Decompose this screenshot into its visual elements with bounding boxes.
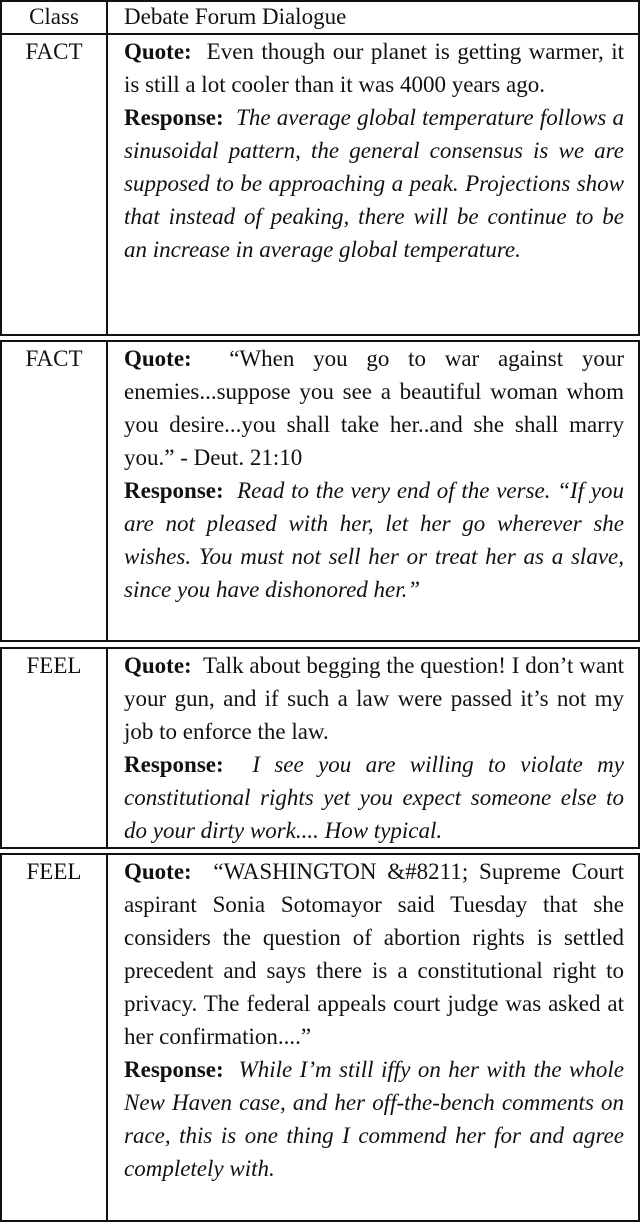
quote-label: Quote: (124, 653, 192, 678)
class-cell: FEEL (26, 653, 82, 678)
table-row (0, 340, 640, 642)
table-row (0, 647, 640, 849)
quote-paragraph (124, 35, 624, 101)
dialogue-cell (124, 649, 624, 847)
table-row (0, 853, 640, 1222)
dialogue-cell (124, 35, 624, 266)
class-cell: FACT (25, 39, 83, 64)
quote-paragraph (124, 649, 624, 748)
response-label: Response: (124, 105, 224, 130)
response-text: I see you are willing to violate my constitutional rights yet you expect someone else to do your dirty work.... How typical. (124, 752, 624, 843)
quote-paragraph (124, 342, 624, 474)
class-cell: FACT (25, 346, 83, 371)
response-paragraph (124, 101, 624, 266)
class-cell: FEEL (26, 859, 82, 884)
response-paragraph (124, 1053, 624, 1185)
quote-text: “When you go to war against your enemies...suppose you see a beautiful woman whom you desire...you shall take her..and she shall marry you.” - Deut. 21:10 (124, 346, 624, 470)
response-paragraph (124, 474, 624, 606)
column-divider (106, 2, 108, 33)
quote-label: Quote: (124, 39, 192, 64)
quote-label: Quote: (124, 859, 192, 884)
response-text: Read to the very end of the verse. “If you are not pleased with her, let her go wherever she wishes. You must not sell her or treat her as a slave, since you have dishonored her.” (124, 478, 624, 602)
dialogue-cell (124, 342, 624, 606)
response-text: While I’m still iffy on her with the whole New Haven case, and her off-the-bench comments on race, this is one thing I commend her for and agree completely with. (124, 1057, 624, 1181)
response-paragraph (124, 748, 624, 847)
column-divider (106, 649, 108, 847)
quote-text: Talk about begging the question! I don’t want your gun, and if such a law were passed it’s not my job to enforce the law. (124, 653, 624, 744)
table-header (0, 0, 640, 35)
dialogue-column-header: Debate Forum Dialogue (124, 4, 347, 29)
quote-text: Even though our planet is getting warmer, it is still a lot cooler than it was 4000 years ago. (124, 39, 624, 97)
quote-label: Quote: (124, 346, 192, 371)
column-divider (106, 342, 108, 640)
response-label: Response: (124, 752, 224, 777)
table-row (0, 33, 640, 336)
column-divider (106, 35, 108, 334)
response-text: The average global temperature follows a sinusoidal pattern, the general consensus is we are supposed to be approaching a peak. Projections show that instead of peaking, there will be continue to be an increase in average global temperature. (124, 105, 625, 262)
quote-paragraph (124, 855, 624, 1053)
quote-text: “WASHINGTON &#8211; Supreme Court aspirant Sonia Sotomayor said Tuesday that she considers the question of abortion rights is settled precedent and says there is a constitutional right to privacy. The federal appeals court judge was asked at her confirmation....” (124, 859, 625, 1049)
column-divider (106, 855, 108, 1220)
class-column-header: Class (29, 4, 79, 29)
response-label: Response: (124, 478, 224, 503)
dialogue-cell (124, 855, 624, 1185)
response-label: Response: (124, 1057, 224, 1082)
